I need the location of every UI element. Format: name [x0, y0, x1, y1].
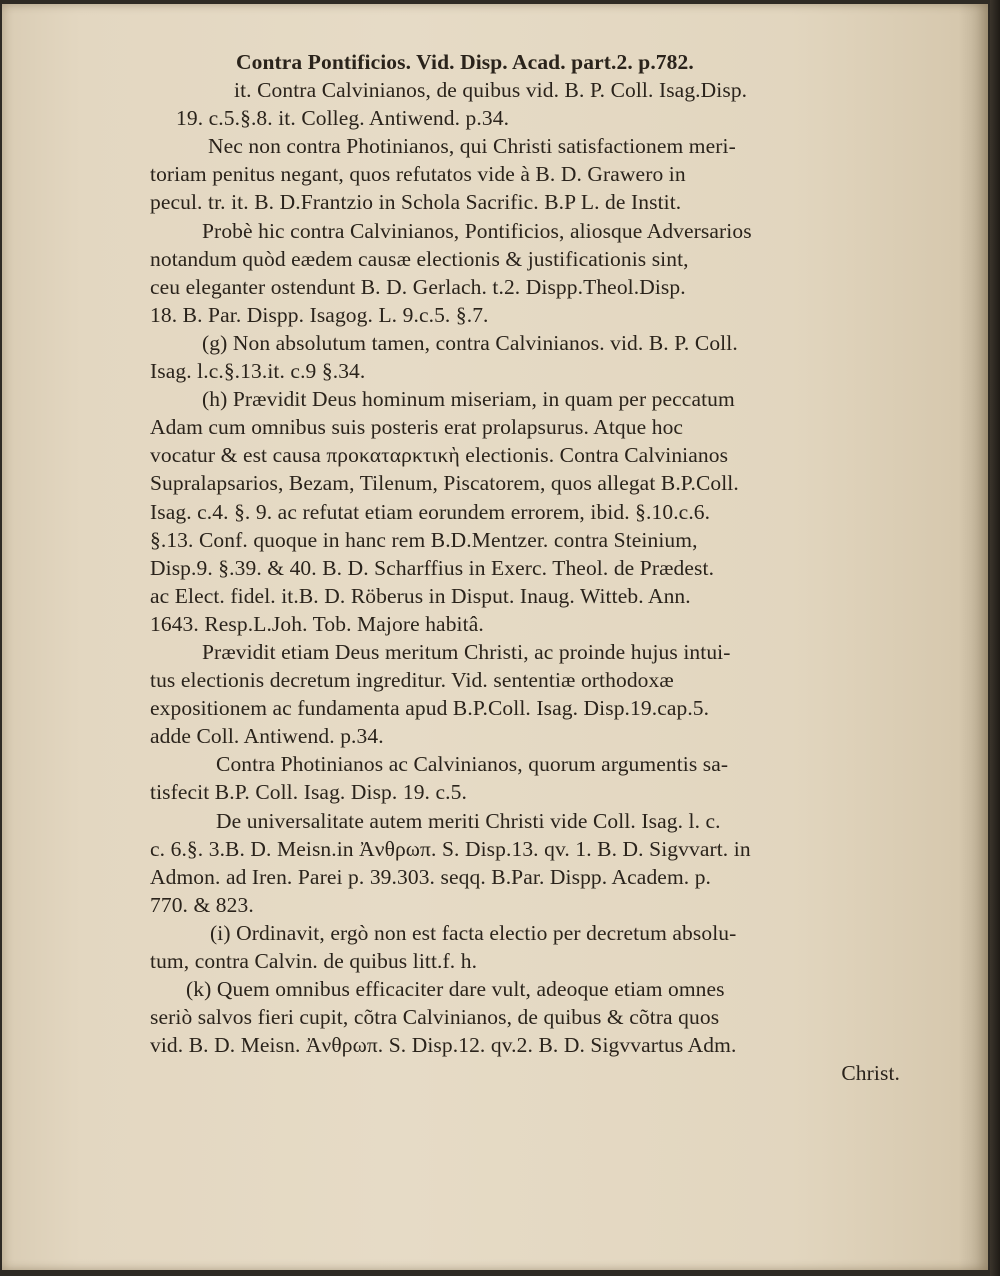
catchword: Christ.: [841, 1061, 900, 1086]
text-line: Contra Pontificios. Vid. Disp. Acad. part.2. p.782.: [236, 50, 694, 74]
text-line: pecul. tr. it. B. D.Frantzio in Schola Sacrific. B.P L. de Instit.: [150, 190, 682, 215]
page-text: [150, 48, 910, 1087]
text-line: Contra Photinianos ac Calvinianos, quorum argumentis sa-: [216, 752, 729, 777]
text-line: Probè hic contra Calvinianos, Pontificios, aliosque Adversarios: [202, 218, 752, 243]
text-line: Prævidit etiam Deus meritum Christi, ac proinde hujus intui-: [202, 639, 731, 664]
text-line: Supralapsarios, Bezam, Tilenum, Piscatorem, quos allegat B.P.Coll.: [150, 471, 739, 496]
text-line: tisfecit B.P. Coll. Isag. Disp. 19. c.5.: [150, 780, 467, 805]
text-line: c. 6.§. 3.B. D. Meisn.in Ἀνθρωπ. S. Disp.13. qv. 1. B. D. Sigvvart. in: [150, 836, 751, 861]
text-line: Isag. l.c.§.13.it. c.9 §.34.: [150, 359, 366, 384]
text-line: Admon. ad Iren. Parei p. 39.303. seqq. B.Par. Dispp. Academ. p.: [150, 864, 712, 889]
text-line: seriò salvos fieri cupit, cõtra Calvinianos, de quibus & cõtra quos: [150, 1005, 720, 1030]
text-line: Adam cum omnibus suis posteris erat prolapsurus. Atque hoc: [150, 415, 684, 440]
text-line: it. Contra Calvinianos, de quibus vid. B. P. Coll. Isag.Disp.: [234, 78, 748, 103]
text-line: ceu eleganter ostendunt B. D. Gerlach. t.2. Dispp.Theol.Disp.: [150, 274, 686, 299]
text-line: vid. B. D. Meisn. Ἀνθρωπ. S. Disp.12. qv.2. B. D. Sigvvartus Adm.: [150, 1033, 737, 1058]
text-line: 1643. Resp.L.Joh. Tob. Majore habitâ.: [150, 611, 484, 636]
text-line: Isag. c.4. §. 9. ac refutat etiam eorundem errorem, ibid. §.10.c.6.: [150, 499, 711, 524]
text-line: Disp.9. §.39. & 40. B. D. Scharffius in Exerc. Theol. de Prædest.: [150, 555, 715, 580]
page-edge-shadow: [990, 0, 1000, 1276]
text-line: tus electionis decretum ingreditur. Vid. sententiæ orthodoxæ: [150, 668, 674, 693]
text-line: toriam penitus negant, quos refutatos vide à B. D. Grawero in: [150, 162, 686, 187]
text-line: (k) Quem omnibus efficaciter dare vult, adeoque etiam omnes: [186, 977, 725, 1002]
text-line: §.13. Conf. quoque in hanc rem B.D.Mentzer. contra Steinium,: [150, 527, 698, 552]
text-line: De universalitate autem meriti Christi vide Coll. Isag. l. c.: [216, 808, 721, 833]
text-line: 18. B. Par. Dispp. Isagog. L. 9.c.5. §.7.: [150, 302, 489, 327]
text-line: 19. c.5.§.8. it. Colleg. Antiwend. p.34.: [176, 106, 510, 131]
text-line: (g) Non absolutum tamen, contra Calvinianos. vid. B. P. Coll.: [202, 330, 738, 355]
text-line: tum, contra Calvin. de quibus litt.f. h.: [150, 949, 478, 973]
text-line: notandum quòd eædem causæ electionis & justificationis sint,: [150, 246, 689, 271]
text-line: adde Coll. Antiwend. p.34.: [150, 724, 384, 749]
text-line: ac Elect. fidel. it.B. D. Röberus in Disput. Inaug. Witteb. Ann.: [150, 583, 691, 608]
text-line: 770. & 823.: [150, 892, 254, 917]
text-line: (i) Ordinavit, ergò non est facta electio per decretum absolu-: [210, 920, 737, 945]
text-line: (h) Prævidit Deus hominum miseriam, in quam per peccatum: [202, 387, 735, 412]
text-line: vocatur & est causa προκαταρκτικὴ electionis. Contra Calvinianos: [150, 443, 729, 468]
text-line: expositionem ac fundamenta apud B.P.Coll. Isag. Disp.19.cap.5.: [150, 696, 710, 721]
text-line: Nec non contra Photinianos, qui Christi satisfactionem meri-: [208, 134, 736, 159]
